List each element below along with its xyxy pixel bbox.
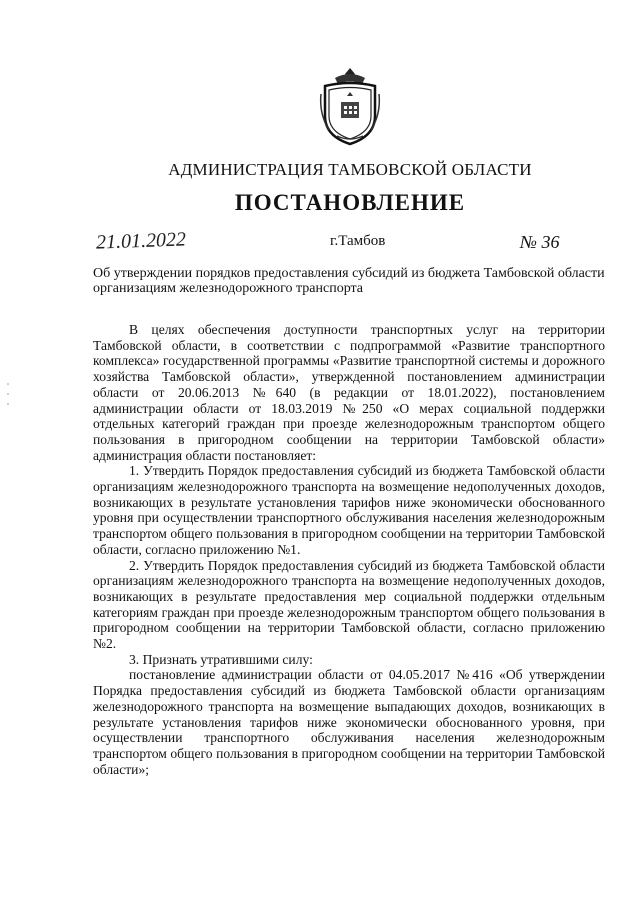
coat-of-arms-emblem (317, 66, 383, 146)
document-date: 21.01.2022 (95, 228, 187, 254)
clause-3-paragraph: 3. Признать утратившими силу: (129, 651, 313, 667)
document-number: № 36 (520, 232, 560, 252)
repealed-act-paragraph: постановление администрации области от 04.05.2017 №416 «Об утверждении Порядка предоставления субсидий из бюджета Тамбовской области организациям железнодорожного транспорта на возмещение выпадающих доходов, возникающих в результате установления тарифов ниже экономически обоснованного уровня, при осуществлении транспортного обслуживания населения железнодорожным транспортом общего пользования в пригородном сообщении на территории Тамбовской области»; (93, 667, 605, 777)
preamble-paragraph: В целях обеспечения доступности транспортных услуг на территории Тамбовской области, в соответствии с подпрограммой «Развитие транспортного комплекса» государственной программы «Развитие транспортной системы и дорожного хозяйства Тамбовской области», утвержденной постановлением администрации области от 20.06.2013 №640 (в редакции от 18.01.2022), постановлением администрации области от 18.03.2019 №250 «О мерах социальной поддержки отдельных категорий граждан при проезде железнодорожным транспортом общего пользования в пригородном сообщении на территории Тамбовской области» администрация области постановляет: (93, 322, 605, 463)
document-type: ПОСТАНОВЛЕНИЕ (234, 190, 466, 215)
margin-marks (6, 380, 10, 420)
document-title: Об утверждении порядков предоставления субсидий из бюджета Тамбовской области организациям железнодорожного транспорта (93, 266, 605, 296)
document-city: г.Тамбов (330, 233, 386, 249)
clause-1-paragraph: 1. Утвердить Порядок предоставления субсидий из бюджета Тамбовской области организациям железнодорожного транспорта на возмещение недополученных доходов, возникающих в результате установления тарифов ниже экономически обоснованного уровня при осуществлении транспортного обслуживания населения железнодорожным транспортом общего пользования в пригородном сообщении на территории Тамбовской области, согласно приложению №1. (93, 463, 605, 557)
document-body (93, 322, 605, 777)
organization-name: АДМИНИСТРАЦИЯ ТАМБОВСКОЙ ОБЛАСТИ (168, 160, 532, 179)
clause-2-paragraph: 2. Утвердить Порядок предоставления субсидий из бюджета Тамбовской области организациям железнодорожного транспорта на возмещение недополученных доходов, возникающих в результате предоставления мер социальной поддержки отдельным категориям граждан при проезде железнодорожным транспортом общего пользования в пригородном сообщении на территории Тамбовской области, согласно приложению №2. (93, 557, 605, 652)
